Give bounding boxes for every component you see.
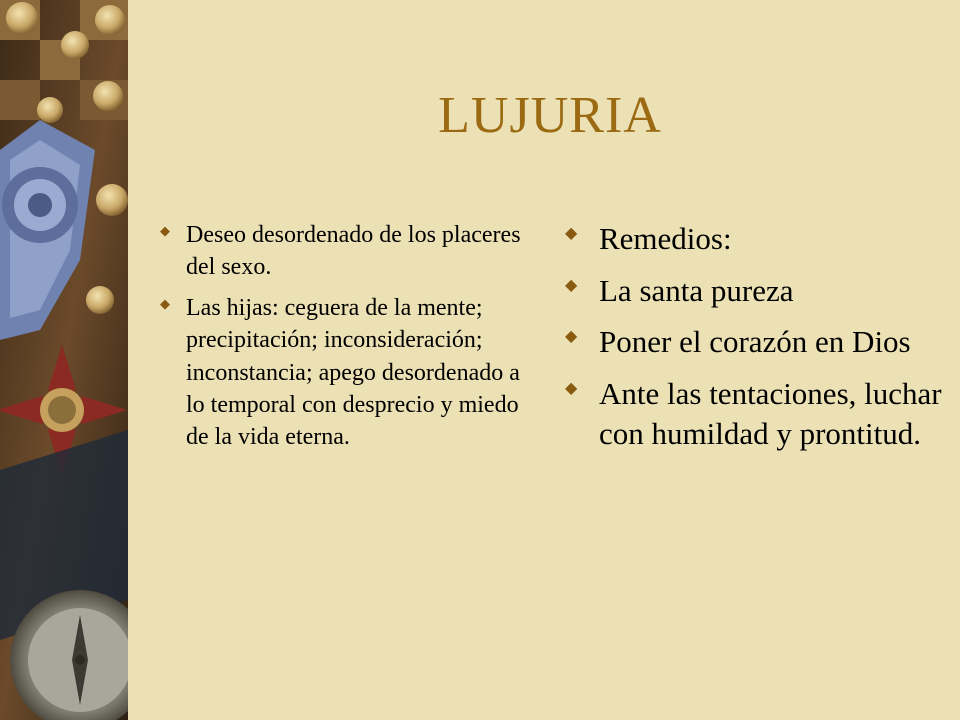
- list-item: [565, 374, 945, 453]
- list-item-text: Poner el corazón en Dios: [599, 324, 911, 360]
- list-item: [160, 292, 530, 454]
- list-item-text: Remedios:: [599, 221, 732, 256]
- list-item: [565, 271, 945, 311]
- medal-collage-image: [0, 0, 128, 720]
- definition-list: [160, 219, 530, 462]
- list-item-text: Deseo desordenado de los placeres del sexo.: [186, 222, 521, 281]
- remedies-list: [565, 219, 945, 465]
- list-item-text: Las hijas: ceguera de la mente; precipitación; inconsideración; inconstancia; apego desordenado a lo temporal con desprecio y miedo de la vida eterna.: [186, 294, 520, 451]
- list-item: [565, 219, 945, 259]
- diamond-bullet-icon: ◆: [565, 276, 578, 294]
- slide-title: LUJURIA: [438, 87, 662, 144]
- diamond-bullet-icon: ◆: [565, 380, 578, 398]
- list-item-text: La santa pureza: [599, 272, 794, 308]
- diamond-bullet-icon: ◆: [160, 223, 170, 238]
- list-item: [565, 322, 945, 362]
- diamond-bullet-icon: ◆: [160, 295, 170, 311]
- diamond-bullet-icon: ◆: [565, 225, 578, 242]
- decorative-photo-strip: [0, 0, 128, 720]
- list-item-text: Ante las tentaciones, luchar con humildad y prontitud.: [599, 376, 942, 451]
- diamond-bullet-icon: ◆: [565, 328, 578, 346]
- list-item: [160, 219, 530, 284]
